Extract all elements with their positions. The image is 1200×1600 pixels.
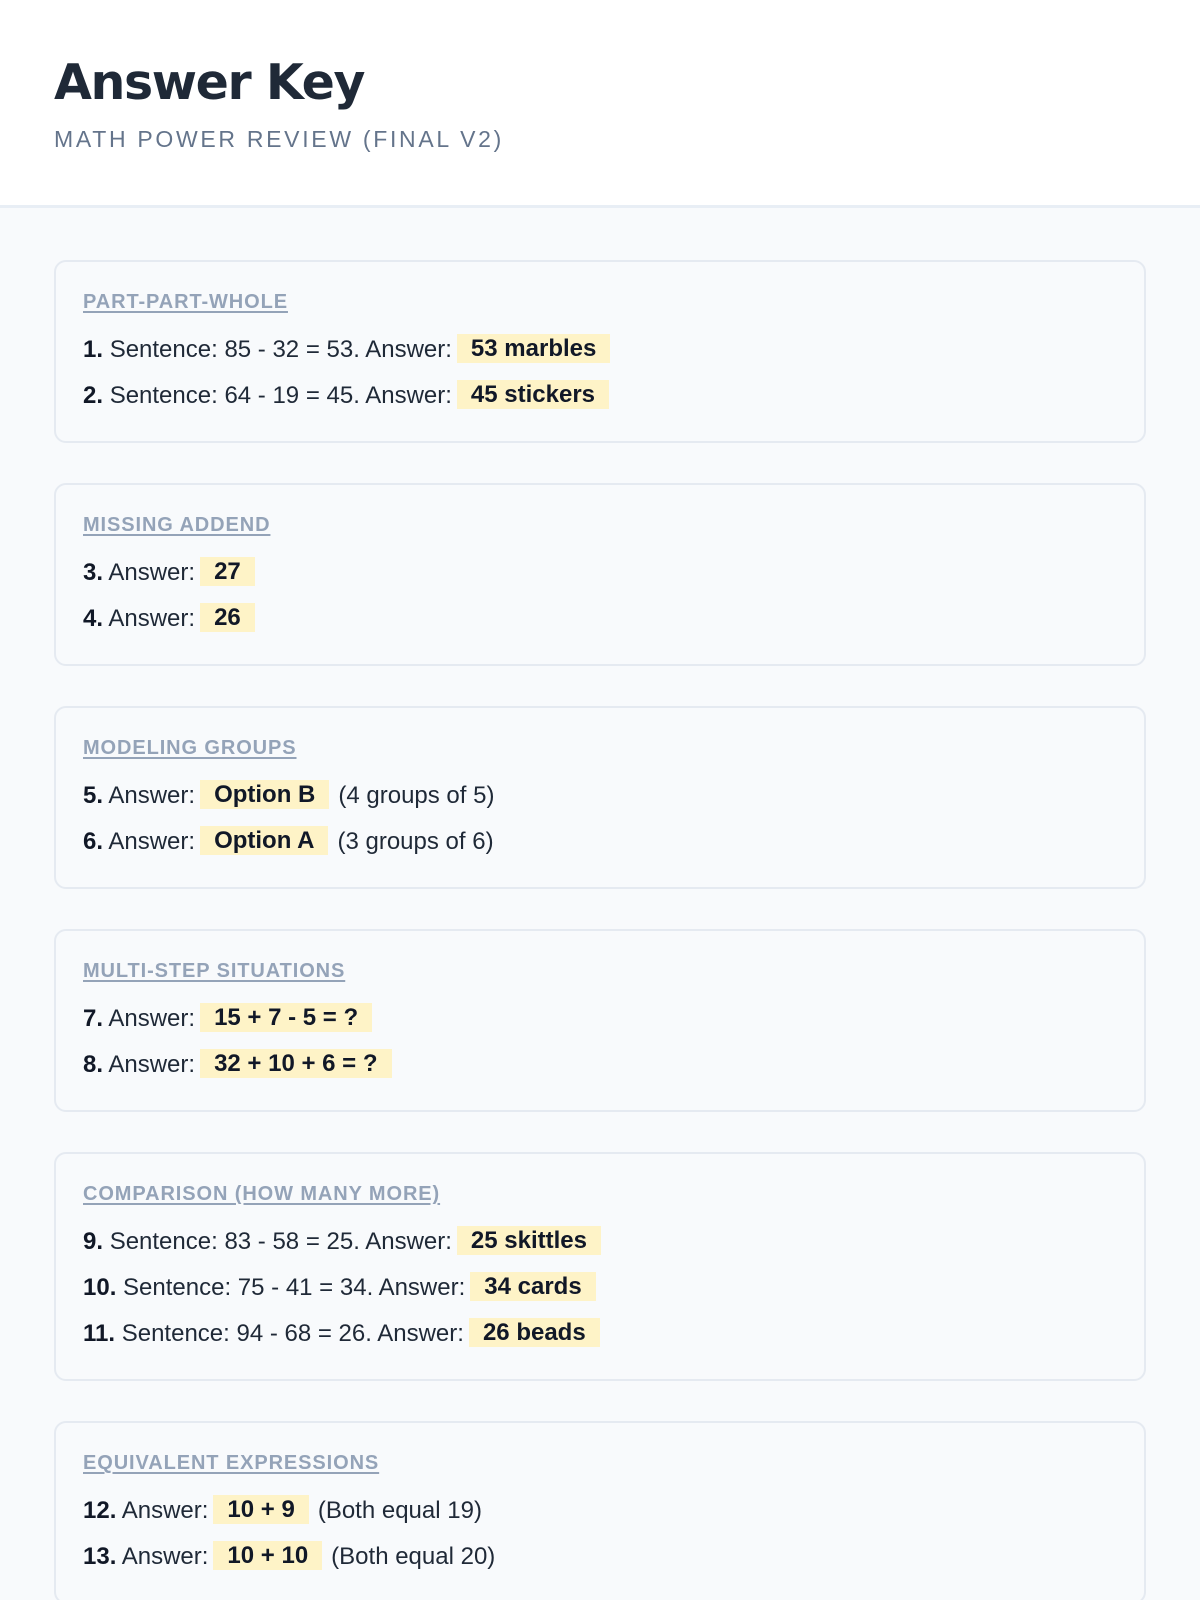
question-number: 3.: [83, 559, 104, 586]
answer-item: [83, 819, 1117, 865]
highlighted-answer: 26 beads: [469, 1318, 600, 1347]
answer-prompt: Sentence: 83 - 58 = 25. Answer:: [109, 1228, 452, 1255]
answer-item: [83, 1534, 1117, 1580]
answer-prompt: Answer:: [108, 1005, 196, 1032]
answer-section-card: [54, 706, 1146, 889]
question-number: 9.: [83, 1228, 104, 1255]
answer-note: (4 groups of 5): [338, 782, 495, 809]
section-title: COMPARISON (HOW MANY MORE): [83, 1183, 441, 1205]
page-subtitle: MATH POWER REVIEW (FINAL V2): [54, 126, 505, 152]
section-title: PART-PART-WHOLE: [83, 291, 288, 313]
question-number: 8.: [83, 1051, 104, 1078]
question-number: 2.: [83, 382, 104, 409]
highlighted-answer: 32 + 10 + 6 = ?: [200, 1049, 391, 1078]
answer-section-card: [54, 1421, 1146, 1600]
answer-item: [83, 550, 1117, 596]
question-number: 5.: [83, 782, 104, 809]
answer-item: [83, 373, 1117, 419]
answer-prompt: Sentence: 64 - 19 = 45. Answer:: [109, 382, 452, 409]
answer-item: [83, 773, 1117, 819]
highlighted-answer: 53 marbles: [457, 334, 610, 363]
answer-item: [83, 1219, 1117, 1265]
question-number: 13.: [83, 1543, 117, 1570]
answer-section-card: [54, 260, 1146, 443]
answer-prompt: Answer:: [108, 828, 196, 855]
answer-note: (3 groups of 6): [337, 828, 494, 855]
highlighted-answer: Option A: [200, 826, 328, 855]
answer-item: [83, 1265, 1117, 1311]
answer-section-card: [54, 483, 1146, 666]
answer-note: (Both equal 20): [331, 1543, 496, 1570]
highlighted-answer: 45 stickers: [457, 380, 609, 409]
answer-prompt: Answer:: [108, 782, 196, 809]
answer-item: [83, 1042, 1117, 1088]
highlighted-answer: 10 + 10: [213, 1541, 322, 1570]
question-number: 11.: [83, 1320, 116, 1347]
highlighted-answer: 34 cards: [470, 1272, 595, 1301]
page-title: Answer Key: [54, 54, 364, 111]
answer-item: [83, 1488, 1117, 1534]
highlighted-answer: 27: [200, 557, 255, 586]
answer-note: (Both equal 19): [317, 1497, 482, 1524]
answer-prompt: Sentence: 94 - 68 = 26. Answer:: [121, 1320, 464, 1347]
answer-prompt: Answer:: [108, 559, 196, 586]
highlighted-answer: Option B: [200, 780, 329, 809]
highlighted-answer: 26: [200, 603, 255, 632]
answer-prompt: Answer:: [108, 1051, 196, 1078]
answer-item: [83, 996, 1117, 1042]
section-title: EQUIVALENT EXPRESSIONS: [83, 1452, 380, 1474]
answer-sections: [0, 208, 1200, 1600]
section-title: MODELING GROUPS: [83, 737, 297, 759]
answer-item: [83, 1311, 1117, 1357]
question-number: 10.: [83, 1274, 117, 1301]
answer-section-card: [54, 929, 1146, 1112]
question-number: 7.: [83, 1005, 104, 1032]
highlighted-answer: 10 + 9: [213, 1495, 308, 1524]
answer-item: [83, 327, 1117, 373]
section-title: MISSING ADDEND: [83, 514, 271, 536]
answer-section-card: [54, 1152, 1146, 1381]
answer-prompt: Answer:: [121, 1543, 209, 1570]
question-number: 4.: [83, 605, 104, 632]
highlighted-answer: 25 skittles: [457, 1226, 601, 1255]
answer-prompt: Answer:: [108, 605, 196, 632]
highlighted-answer: 15 + 7 - 5 = ?: [200, 1003, 372, 1032]
answer-item: [83, 596, 1117, 642]
question-number: 12.: [83, 1497, 117, 1524]
answer-prompt: Sentence: 85 - 32 = 53. Answer:: [109, 336, 452, 363]
page-header: [0, 0, 1200, 208]
section-title: MULTI-STEP SITUATIONS: [83, 960, 346, 982]
answer-prompt: Answer:: [121, 1497, 209, 1524]
question-number: 1.: [83, 336, 104, 363]
question-number: 6.: [83, 828, 104, 855]
answer-prompt: Sentence: 75 - 41 = 34. Answer:: [123, 1274, 466, 1301]
